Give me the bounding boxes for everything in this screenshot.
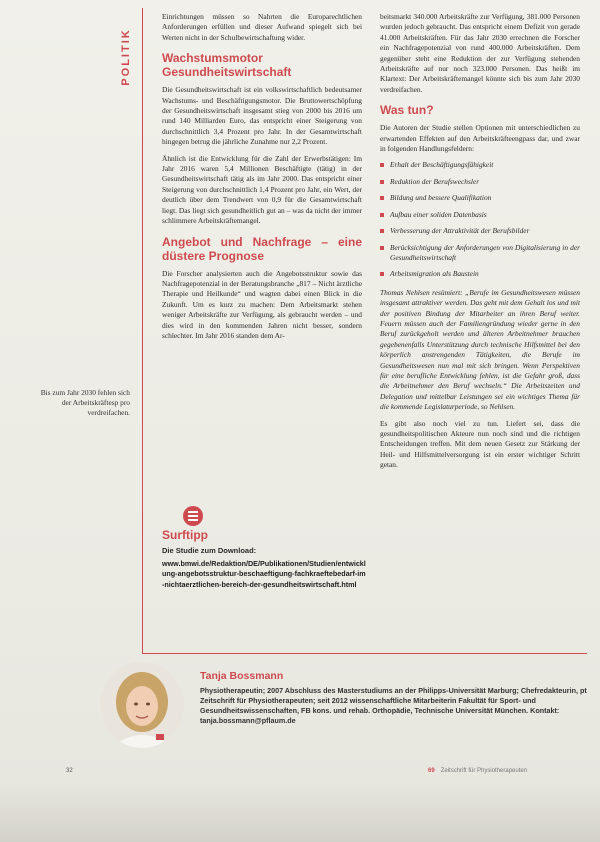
heading-was-tun: Was tun?: [380, 103, 434, 118]
author-info: [200, 670, 595, 726]
surftipp-lead: Die Studie zum Download:: [162, 546, 257, 555]
paragraph-angebot: Die Forscher analysierten auch die Angebotsstruktur sowie das Nachfragepotenzial in der Beratungsbranche „817 – Nicht ärztliche Therapie und Heilkunde“ und wagten dabei einen Blick in die Zukunft. Um es kurz zu machen: Dem Arbeitsmarkt stehen weniger Arbeitskräfte zur Verfügung, als gebraucht werden – und dies wird in den kommenden Jahren nicht besser, sondern schlechter. Im Jahr 2016 standen dem Ar-: [162, 268, 362, 340]
list-item: Erhalt der Beschäftigungsfähigkeit: [380, 160, 580, 170]
list-item: Berücksichtigung der Anforderungen von Digitalisierung in der Gesundheitswirtschaft: [380, 243, 580, 264]
column-left: [162, 12, 362, 347]
surftipp-link[interactable]: www.bmwi.de/Redaktion/DE/Publikationen/Studien/entwicklung-angebotsstruktur-beschaeftigung-fachkraeftebedarf-im-nichtaerztlichen-bereich-der-gesundheitswirtschaft.html: [162, 559, 366, 589]
column-right: [380, 12, 580, 477]
page-number: 32: [66, 768, 73, 774]
paragraph-wachstum-1: Die Gesundheitswirtschaft ist ein volkswirtschaftlich bedeutsamer Wachstums- und Beschäftigungsmotor. Die Bruttowertschöpfung der Gesundheitswirtschaft insgesamt stieg von 2000 bis 2016 um rund 140 Milliarden Euro, das entspricht einer Steigerung von durchschnittlich 3,4 Prozent pro Jahr. In der Gesamtwirtschaft hingegen betrug die jährliche Zunahme nur 2,2 Prozent.: [162, 85, 362, 147]
list-item: Aufbau einer soliden Datenbasis: [380, 210, 580, 220]
issue-number: 69: [428, 768, 435, 774]
paragraph-conclusion: Es gibt also noch viel zu tun. Liefert sei, dass die gesundheitspolitischen Akteure nun noch sind und die richtigen Entscheidungen treffen. Mit dem neuen Gesetz zur Stärkung der Heil- und Hilfsmittelversorgung ist ein erster wichtiger Schritt getan.: [380, 418, 580, 470]
heading-wachstumsmotor: Wachstumsmotor Gesundheitswirtschaft: [162, 51, 292, 80]
author-name: Tanja Bossmann: [200, 670, 284, 682]
author-bio: Physiotherapeutin; 2007 Abschluss des Masterstudiums an der Philipps-Universität Marburg; Chefredakteurin, pt Zeitschrift für Physiotherapeuten; seit 2012 wissenschaftliche Mitarbeiterin Fakultät für Sport- und Gesundheitswissenschaften, FB kons. und rehab. Orthopädie, Technische Universität München. Kontakt: tanja.bossmann@pflaum.de: [200, 686, 587, 725]
scan-shadow: [0, 782, 600, 842]
paragraph-handlungsfelder: Die Autoren der Studie stellen Optionen mit unterschiedlichen zu erwartenden Effekten auf den Arbeitskräfteengpass dar, und zwar in folgenden Handlungsfeldern:: [380, 123, 580, 154]
author-photo: [100, 662, 184, 748]
surftipp-box: [162, 528, 367, 590]
margin-note: Bis zum Jahr 2030 fehlen sich der Arbeitskräftesp pro verdreifachen.: [40, 388, 130, 417]
paragraph-wachstum-2: Ähnlich ist die Entwicklung für die Zahl der Erwerbstätigen: Im Jahr 2016 waren 5,4 Millionen Beschäftigte (tätig) in der Gesundheitswirtschaft tätig als im Jahr 2000. Das entspricht einer Steigerung von durchschnittlich 1,4 Prozent pro Jahr, ein Wert, der deutlich über dem Trendwert von 0,9 für die Gesamtwirtschaft liegt. Das liegt sich gesundheitlich gut an – was da nicht der immer schlimmere Arbeitskräftemangel.: [162, 153, 362, 226]
paragraph-quote: Thomas Nehlsen resümiert: „Berufe im Gesundheitswesen müssen insgesamt attraktiver werden. Das geht mit dem Gehalt los und mit der positiven Bindung der Mitarbeiter an ihren Beruf weiter. Feuern müssen auch der Familiengründung wieder gerne in den Beruf zurückgeholt werden und älteren Arbeitnehmer brauchen gegebenenfalls Unterstützung durch technische Hilfsmittel bei den körperlich anstrengenden Tätigkeiten, die Berufe im Gesundheitswesen nun mal mit sich bringen. Wenn Perspektiven für eine berufliche Entwicklung fehlen, ist die Gefahr groß, dass die Arbeitnehmer den Beruf wechseln.“ Die Arbeitszeiten und Delegation und mittelbar Leistungen sei ein wichtiges Thema für die kommende Legislaturperiode, so Nehlsen.: [380, 287, 580, 412]
surftipp-icon: [183, 506, 203, 526]
list-item: Arbeitsmigration als Baustein: [380, 269, 580, 279]
publication-name: Zeitschrift für Physiotherapeuten: [440, 768, 528, 774]
section-label: [116, 22, 136, 92]
list-item: Reduktion der Berufswechsler: [380, 177, 580, 187]
action-list: [380, 160, 580, 279]
footer-publication: [428, 768, 527, 774]
author-divider: [142, 653, 587, 654]
surftipp-title: Surftipp: [162, 528, 208, 542]
heading-angebot-nachfrage: Angebot und Nachfrage – eine düstere Prognose: [162, 234, 362, 263]
section-rule: [142, 8, 143, 653]
paragraph-intro: Einrichtungen müssen so Nahrten die Europarechtlichen Anforderungen erfüllen und dieser Aufwand spiegelt sich bei Werten nicht in der Schulbewirtschaftung wider.: [162, 12, 362, 42]
section-label-text: POLITIK: [120, 28, 132, 86]
list-item: Bildung und bessere Qualifikation: [380, 193, 580, 203]
list-item: Verbesserung der Attraktivität der Berufsbilder: [380, 226, 580, 236]
paragraph-continued: beitsmarkt 340.000 Arbeitskräfte zur Verfügung, 381.000 Personen wurden jedoch gebraucht. Das entspricht einem Defizit von gerade 41.000 Arbeitskräften. Für das Jahr 2030 errechnen die Forscher ein Nachfragepotenzial von rund 400.000 Arbeitskräften. Dem gegenüber steht eine Reduktion der zur Verfügung stehenden Arbeitskräfte auf nur noch 323.000 Personen. Das heißt im Klartext: Der Arbeitskräftemangel könnte sich bis zum Jahr 2030 verdreifachen.: [380, 12, 580, 94]
